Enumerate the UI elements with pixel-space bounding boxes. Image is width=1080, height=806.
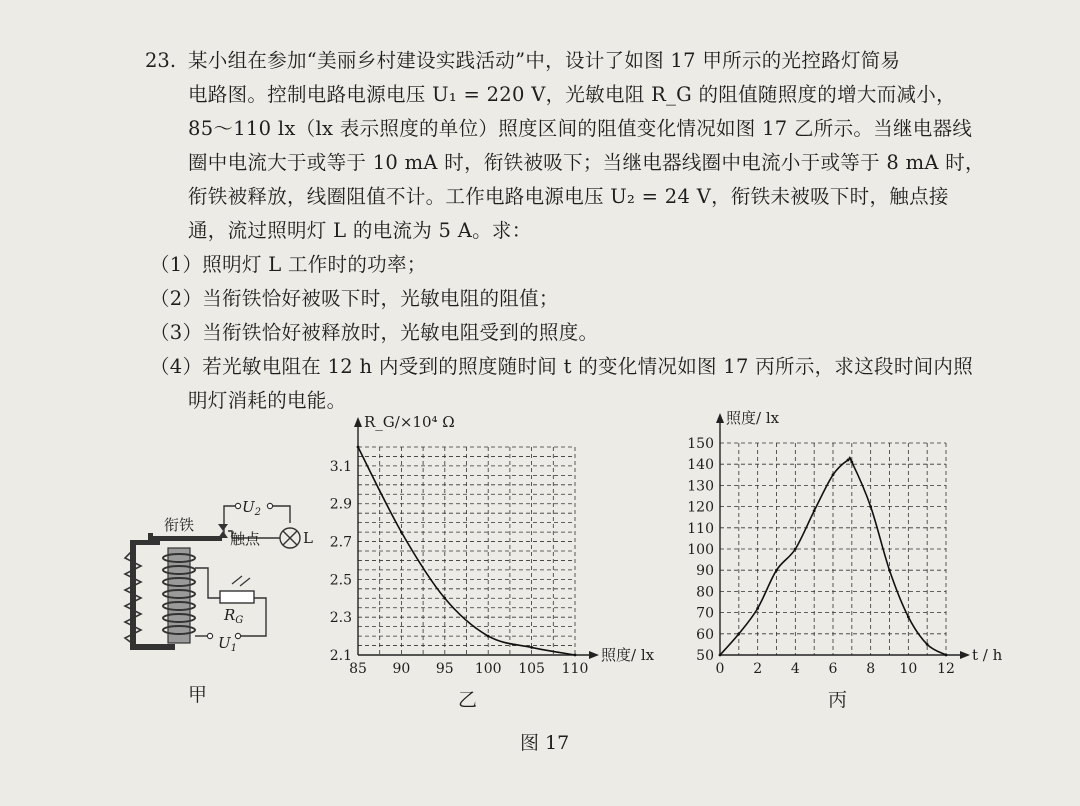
y-tick-label-7: 120 [687,499,714,516]
question-4: （4）若光敏电阻在 12 h 内受到的照度随时间 t 的变化情况如图 17 丙所示，求这段时间内照 [150,355,974,378]
y-tick-label-9: 140 [687,457,714,474]
y-tick-label-4: 90 [696,563,714,580]
x-tick-label-2: 4 [790,661,800,677]
question-2: （2）当衔铁恰好被吸下时，光敏电阻的阻值； [150,287,559,310]
x-tick-label-6: 12 [937,661,955,677]
data-point-0 [719,654,722,657]
x-tick-label-5: 110 [561,661,589,677]
data-point-4 [530,646,533,649]
question-3: （3）当衔铁恰好被释放时，光敏电阻受到的照度。 [150,321,599,344]
y-tick-label-6: 110 [687,520,714,537]
data-point-1 [737,632,740,635]
y-tick-label-8: 130 [687,478,714,495]
y-axis-arrow [354,417,362,427]
label-yi: 乙 [458,689,478,711]
data-point-13 [945,654,948,657]
problem-line-6: 通，流过照明灯 L 的电流为 5 A。求： [188,219,532,242]
y-tick-label-0: 2.1 [329,648,352,664]
x-axis-label: 照度/ lx [601,646,655,664]
y-tick-label-10: 150 [687,436,714,452]
problem-line-2: 电路图。控制电路电源电压 U₁ = 220 V，光敏电阻 R_G 的阻值随照度的增大而减小， [188,83,956,106]
x-tick-label-3: 6 [828,661,838,677]
chart-rg-vs-illuminance [320,405,670,685]
problem-line-1: 某小组在参加“美丽乡村建设实践活动”中，设计了如图 17 甲所示的光控路灯简易 [188,49,901,72]
x-tick-label-0: 85 [349,661,367,677]
data-point-5 [813,509,816,512]
problem-line-5: 衔铁被释放，线圈阻值不计。工作电路电源电压 U₂ = 24 V，衔铁未被吸下时，触点接 [188,185,949,208]
y-tick-label-5: 3.1 [329,458,352,475]
x-axis-label: t / h [972,646,1003,664]
data-point-3 [775,569,778,572]
data-point-7 [847,459,850,462]
y-tick-label-0: 50 [696,648,714,664]
label-jia: 甲 [188,684,208,706]
x-tick-label-3: 100 [474,661,502,677]
y-tick-label-5: 100 [687,542,714,558]
data-point-11 [907,615,910,618]
data-point-12 [926,643,929,646]
x-tick-label-1: 90 [392,661,411,677]
y-axis-arrow [716,413,724,423]
problem-line-3: 85～110 lx（lx 表示照度的单位）照度区间的阻值变化情况如图 17 乙所示。当继电器线 [188,117,973,140]
data-point-6 [832,473,835,476]
contact-label: 触点 [230,530,261,548]
data-point-4 [794,548,797,551]
data-point-9 [869,505,872,508]
u2-label: $U_2$ [242,498,262,518]
question-1: （1）照明灯 L 工作时的功率； [150,253,427,276]
armature-label: 衔铁 [164,516,195,534]
problem-line-4: 圈中电流大于或等于 10 mA 时，衔铁被吸下；当继电器线圈中电流小于或等于 8 mA 时， [188,151,985,174]
data-point-1 [400,531,403,534]
y-tick-label-1: 2.3 [329,610,352,627]
x-tick-label-1: 2 [753,661,763,677]
x-tick-label-2: 95 [435,661,454,677]
data-point-2 [756,607,759,610]
x-axis-arrow [589,651,599,659]
x-tick-label-4: 105 [518,661,545,677]
data-point-0 [357,446,360,449]
x-axis-arrow [960,651,970,659]
u1-label: $U_1$ [218,634,238,654]
circuit-diagram [120,488,320,678]
y-tick-label-2: 2.5 [329,572,352,589]
data-point-10 [888,569,891,572]
x-tick-label-5: 10 [899,661,918,677]
rg-label: $R_G$ [224,606,244,626]
data-point-8 [850,461,853,464]
question-4-cont: 明灯消耗的电能。 [188,389,347,412]
lamp-label: L [303,529,313,547]
figure-caption: 图 17 [520,732,570,754]
data-point-2 [443,597,446,600]
y-tick-label-4: 2.9 [329,496,352,513]
x-tick-label-0: 0 [715,661,725,677]
data-point-5 [574,654,577,657]
y-axis-label: 照度/ lx [726,409,780,427]
problem-number: 23. [145,49,177,72]
y-axis-label: R_G/×10⁴ Ω [364,413,455,431]
x-tick-label-4: 8 [866,661,876,677]
data-point-3 [487,635,490,638]
y-tick-label-3: 2.7 [329,534,352,551]
label-bing: 丙 [828,689,848,711]
y-tick-label-2: 70 [696,605,714,622]
y-tick-label-3: 80 [696,584,714,601]
chart-illuminance-vs-time [680,405,1010,685]
y-tick-label-1: 60 [696,626,714,643]
